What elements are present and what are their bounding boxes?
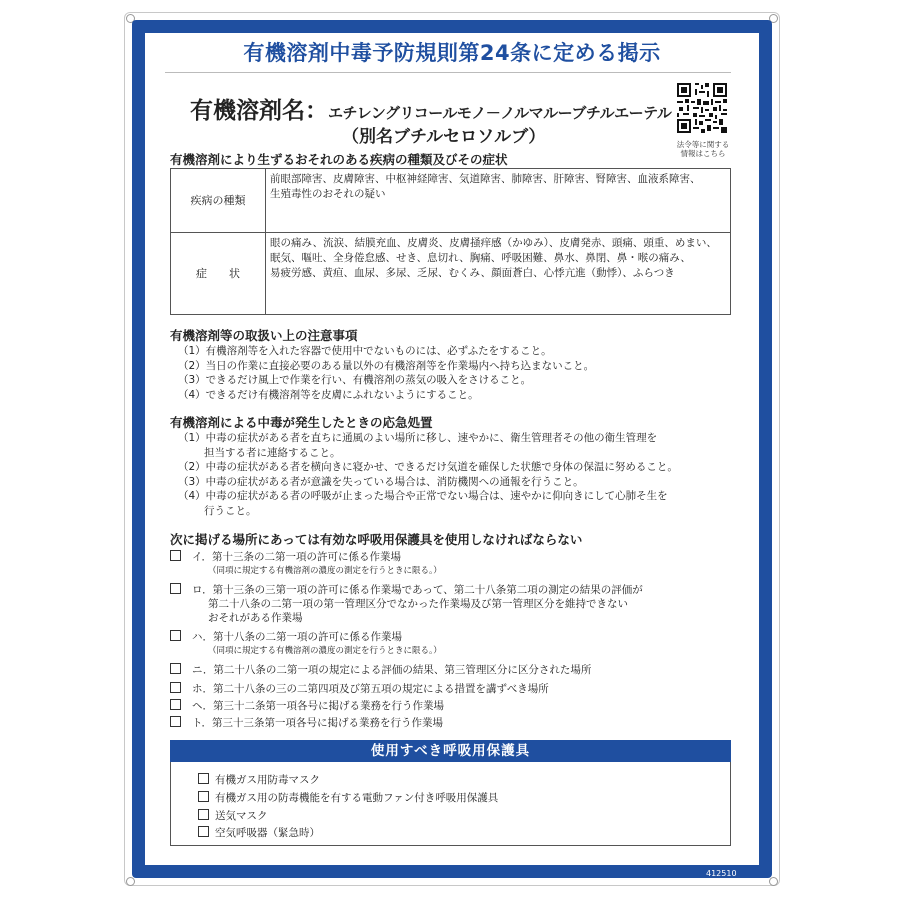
checkbox[interactable] — [198, 773, 209, 784]
title-divider — [165, 72, 731, 73]
emergency-heading: 有機溶剤による中毒が発生したときの応急処置 — [170, 415, 433, 430]
checkbox[interactable] — [170, 682, 181, 693]
handling-list — [178, 344, 594, 402]
list-item: （3）できるだけ風上で作業を行い、有機溶剤の蒸気の吸入をさけること。 — [178, 374, 532, 387]
table-row-value: 眼の痛み、流涙、結膜充血、皮膚炎、皮膚掻痒感（かゆみ）、皮膚発赤、頭痛、頭重、めまい、 眠気、嘔吐、全身倦怠感、せき、息切れ、胸痛、呼吸困難、鼻水、鼻閉、鼻・喉の痛み、 易疲労感、黄疸、血尿、多尿、乏尿、むくみ、顔面蒼白、心悸亢進（動悸）、ふらつき — [266, 233, 731, 315]
table-row — [171, 233, 731, 315]
table-row — [171, 169, 731, 233]
product-code: 412510 — [706, 869, 737, 878]
checkbox[interactable] — [170, 550, 181, 561]
respirator-item[interactable]: 有機ガス用防毒マスク — [198, 773, 320, 787]
list-item: （4）中毒の症状がある者の呼吸が止まった場合や正常でない場合は、速やかに仰向きにして心肺そ生を — [178, 490, 668, 503]
emergency-list — [178, 431, 678, 519]
page-title: 有機溶剤中毒予防規則第24条に定める掲示 — [243, 41, 661, 65]
place-item-ha[interactable]: ハ．第十八条の二第一項の許可に係る作業場 （同項に規定する有機溶剤の濃度の測定を行うときに限る。） — [170, 630, 442, 658]
respirator-item[interactable]: 空気呼吸器（緊急時） — [198, 826, 320, 840]
checkbox[interactable] — [198, 809, 209, 820]
handling-heading: 有機溶剤等の取扱い上の注意事項 — [170, 328, 358, 343]
mount-hole — [769, 877, 778, 886]
table-row-label: 症 状 — [171, 233, 266, 315]
respirator-heading: 使用すべき呼吸用保護具 — [170, 740, 731, 762]
list-item: （4）できるだけ有機溶剤等を皮膚にふれないようにすること。 — [178, 388, 479, 401]
checkbox[interactable] — [170, 630, 181, 641]
list-item: （2）中毒の症状がある者を横向きに寝かせ、できるだけ気道を確保した状態で身体の保温に努めること。 — [178, 461, 678, 474]
solvent-label: 有機溶剤名： — [190, 98, 328, 124]
qr-caption: 法令等に関する 情報はこちら — [676, 140, 730, 158]
list-item: （1）有機溶剤等を入れた容器で使用中でないものには、必ずふたをすること。 — [178, 345, 552, 357]
solvent-name-line — [190, 92, 670, 125]
checkbox[interactable] — [170, 699, 181, 710]
diseases-heading: 有機溶剤により生ずるおそれのある疾病の種類及びその症状 — [170, 152, 508, 167]
qr-code-icon[interactable] — [677, 82, 727, 134]
checkbox[interactable] — [170, 583, 181, 594]
places-heading: 次に掲げる場所にあっては有効な呼吸用保護具を使用しなければならない — [170, 532, 583, 547]
diseases-table — [170, 168, 731, 315]
table-row-value: 前眼部障害、皮膚障害、中枢神経障害、気道障害、肺障害、肝障害、腎障害、血液系障害、 生殖毒性のおそれの疑い — [266, 169, 731, 233]
list-item: （2）当日の作業に直接必要のある量以外の有機溶剤等を作業場内へ持ち込まないこと。 — [178, 359, 595, 372]
list-item-continued: 行うこと。 — [204, 504, 257, 517]
list-item-continued: 担当する者に連絡すること。 — [204, 446, 341, 459]
mount-hole — [126, 877, 135, 886]
place-item-he[interactable]: ヘ．第三十二条第一項各号に掲げる業務を行う作業場 — [170, 699, 444, 713]
list-item: （1）中毒の症状がある者を直ちに通風のよい場所に移し、速やかに、衛生管理者その他の衛生管理を — [178, 432, 658, 444]
place-item-ni[interactable]: ニ．第二十八条の二第一項の規定による評価の結果、第三管理区分に区分された場所 — [170, 663, 591, 677]
checkbox[interactable] — [198, 826, 209, 837]
solvent-alias: （別名ブチルセロソルブ） — [342, 127, 546, 147]
respirator-item[interactable]: 送気マスク — [198, 809, 268, 823]
list-item: （3）中毒の症状がある者が意識を失っている場合は、消防機関への通報を行うこと。 — [178, 475, 584, 488]
checkbox[interactable] — [198, 791, 209, 802]
place-item-to[interactable]: ト．第三十三条第一項各号に掲げる業務を行う作業場 — [170, 716, 443, 730]
checkbox[interactable] — [170, 716, 181, 727]
place-item-i[interactable]: イ．第十三条の二第一項の許可に係る作業場 （同項に規定する有機溶剤の濃度の測定を行うときに限る。） — [170, 550, 442, 578]
place-item-ro[interactable]: ロ．第十三条の三第一項の許可に係る作業場であって、第二十八条第二項の測定の結果の評価が 第二十八条の二第一項の第一管理区分でなかった作業場及び第一管理区分を維持できない おそれがある作業場 — [170, 583, 643, 625]
checkbox[interactable] — [170, 663, 181, 674]
place-item-ho[interactable]: ホ．第二十八条の三の二第四項及び第五項の規定による措置を講ずべき場所 — [170, 682, 549, 696]
solvent-name: エチレングリコールモノ－ノルマルーブチルエーテル — [328, 104, 672, 122]
table-row-label: 疾病の種類 — [171, 169, 266, 233]
respirator-item[interactable]: 有機ガス用の防毒機能を有する電動ファン付き呼吸用保護具 — [198, 791, 498, 805]
